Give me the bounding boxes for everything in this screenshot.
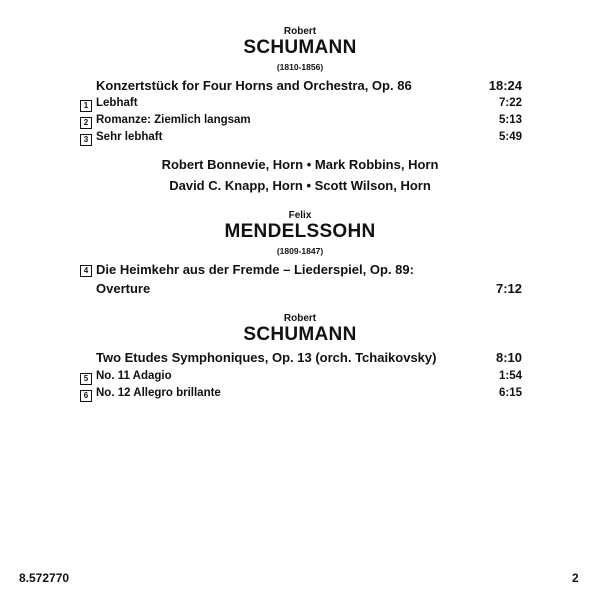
catalog-number: 8.572770 <box>19 571 70 585</box>
track-duration: 7:22 <box>498 97 522 109</box>
composer-dates: (1809-1847) <box>276 246 324 256</box>
composer-first-name: Felix <box>288 210 312 221</box>
track-number-box: 6 <box>80 390 92 402</box>
track-row <box>80 97 522 115</box>
track-number-box: 2 <box>80 117 92 129</box>
work-heading <box>80 78 522 96</box>
track-number-box: 1 <box>80 100 92 112</box>
track-title: No. 11 Adagio <box>96 370 172 382</box>
track-row <box>80 370 522 388</box>
work-duration: 8:10 <box>495 350 522 365</box>
track-title: No. 12 Allegro brillante <box>96 387 221 399</box>
performers-line: Robert Bonnevie, Horn • Mark Robbins, Horn <box>161 157 439 172</box>
track-row <box>80 114 522 132</box>
track-title: Lebhaft <box>96 97 138 109</box>
composer-surname: SCHUMANN <box>243 324 357 345</box>
track-row <box>80 387 522 405</box>
work-title: Two Etudes Symphoniques, Op. 13 (orch. Tchaikovsky) <box>96 350 437 365</box>
work-duration: 18:24 <box>488 78 522 93</box>
track-number-box: 3 <box>80 134 92 146</box>
composer-dates: (1810-1856) <box>276 62 324 72</box>
work-title: Konzertstück for Four Horns and Orchestra, Op. 86 <box>96 78 412 93</box>
track-number-box: 4 <box>80 265 92 277</box>
work-heading <box>80 350 522 368</box>
composer-first-name: Robert <box>283 313 317 324</box>
track-duration: 6:15 <box>498 387 522 399</box>
track-number-box: 5 <box>80 373 92 385</box>
composer-surname: MENDELSSOHN <box>224 221 376 242</box>
track-duration: 1:54 <box>498 370 522 382</box>
composer-surname: SCHUMANN <box>243 37 357 58</box>
track-row <box>80 262 522 280</box>
track-row-continued <box>80 281 522 299</box>
page-number: 2 <box>572 571 579 585</box>
track-title: Sehr lebhaft <box>96 131 163 143</box>
track-title: Die Heimkehr aus der Fremde – Liederspiel, Op. 89: <box>96 262 414 277</box>
track-duration: 7:12 <box>495 281 522 296</box>
track-title-continued: Overture <box>96 281 151 296</box>
track-duration: 5:13 <box>498 114 522 126</box>
performers-line: David C. Knapp, Horn • Scott Wilson, Horn <box>169 178 431 193</box>
track-row <box>80 131 522 149</box>
composer-first-name: Robert <box>283 26 317 37</box>
track-title: Romanze: Ziemlich langsam <box>96 114 251 126</box>
track-duration: 5:49 <box>498 131 522 143</box>
